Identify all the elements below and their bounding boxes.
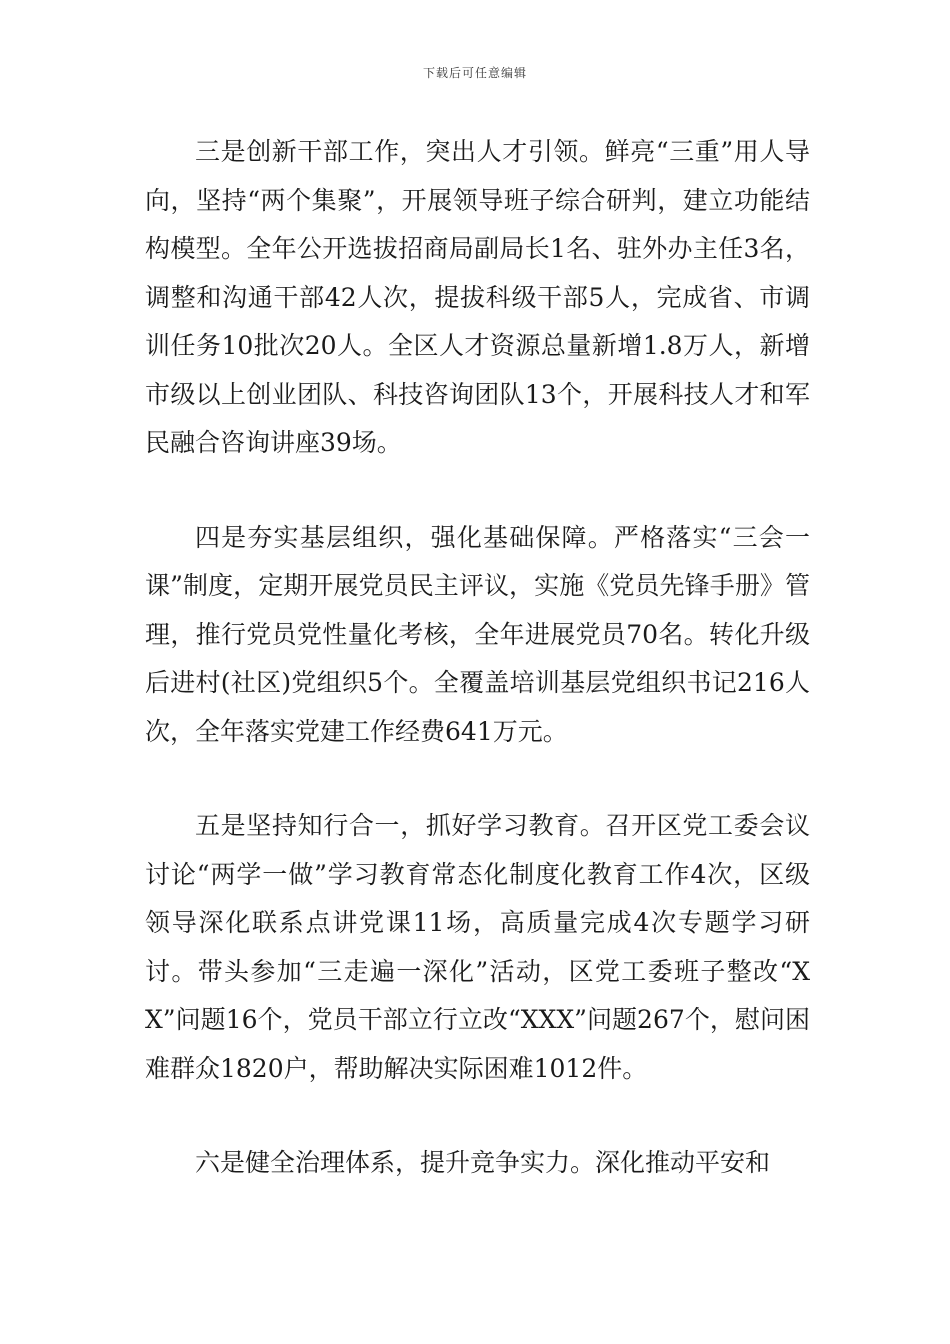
document-body bbox=[145, 128, 810, 1188]
page-header: 下载后可任意编辑 bbox=[422, 66, 527, 80]
paragraph-cadre-work: 三是创新干部工作，突出人才引领。鲜亮“三重”用人导向，坚持“两个集聚”，开展领导班子综合研判，建立功能结构模型。全年公开选拔招商局副局长1名、驻外办主任3名，调整和沟通干部42人次，提拔科级干部5人，完成省、市调训任务10批次20人。全区人才资源总量新增1.8万人，新增市级以上创业团队、科技咨询团队13个，开展科技人才和军民融合咨询讲座39场。 bbox=[145, 137, 810, 457]
paragraph-grassroots-organization: 四是夯实基层组织，强化基础保障。严格落实“三会一课”制度，定期开展党员民主评议，实施《党员先锋手册》管理，推行党员党性量化考核，全年进展党员70名。转化升级后进村(社区)党组织5个。全覆盖培训基层党组织书记216人次，全年落实党建工作经费641万元。 bbox=[145, 522, 810, 746]
paragraph-governance-system: 六是健全治理体系，提升竞争实力。深化推动平安和 bbox=[195, 1148, 771, 1177]
paragraph-learning-education: 五是坚持知行合一，抓好学习教育。召开区党工委会议讨论“两学一做”学习教育常态化制度化教育工作4次，区级领导深化联系点讲党课11场，高质量完成4次专题学习研讨。带头参加“三走遍一深化”活动，区党工委班子整改“XX”问题16个，党员干部立行立改“XXX”问题267个，慰问困难群众1820户，帮助解决实际困难1012件。 bbox=[145, 811, 810, 1083]
